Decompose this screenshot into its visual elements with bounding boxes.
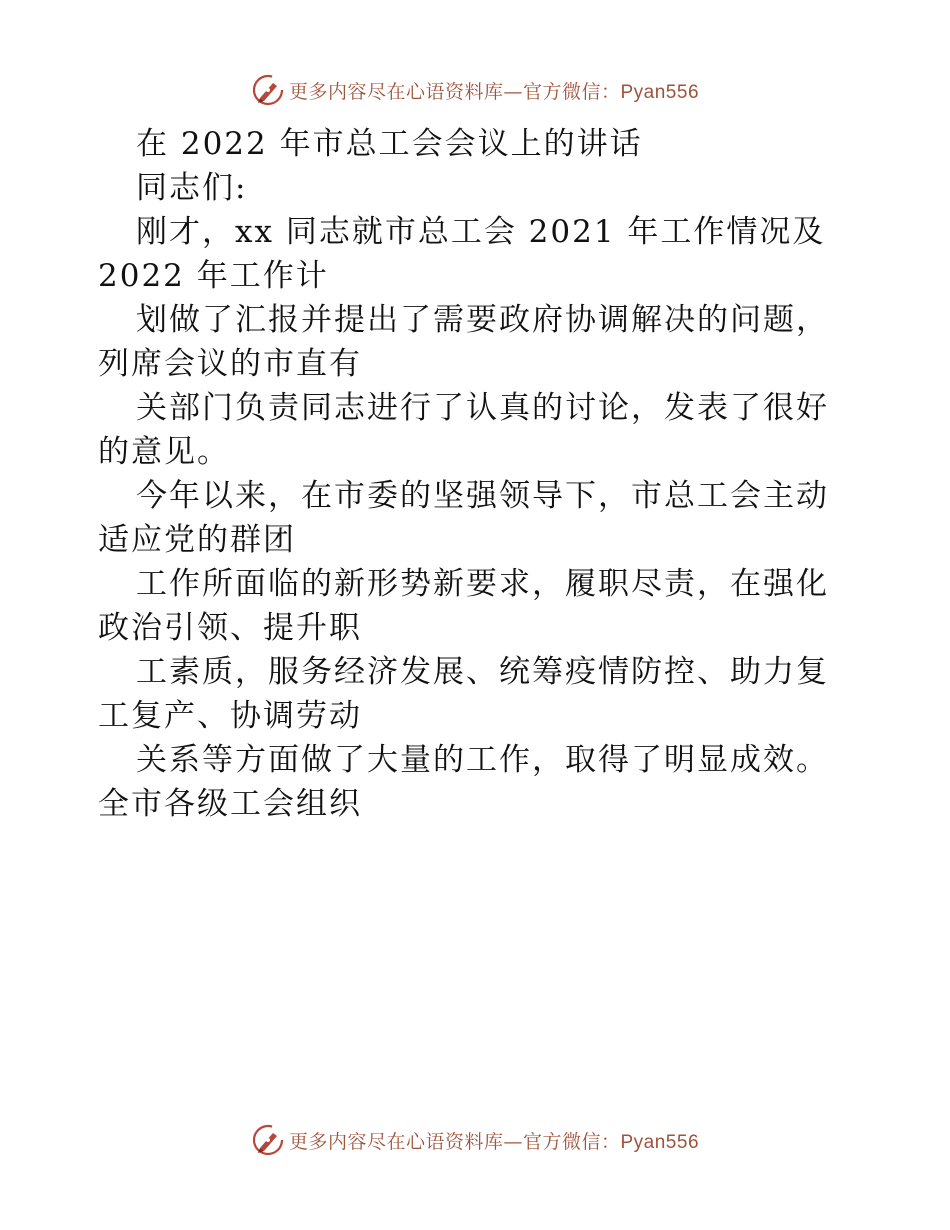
doc-line: 列席会议的市直有 bbox=[98, 346, 362, 382]
watermark-label: 官方微信： bbox=[522, 1130, 621, 1153]
doc-line: 2022 年工作计 bbox=[98, 258, 329, 294]
doc-line: 工作所面临的新形势新要求，履职尽责，在强化 bbox=[136, 566, 829, 602]
watermark-text bbox=[289, 77, 699, 104]
watermark-separator: — bbox=[503, 80, 523, 103]
doc-line: 政治引领、提升职 bbox=[98, 610, 362, 646]
watermark-account: Pyan556 bbox=[620, 81, 700, 103]
doc-line: 关部门负责同志进行了认真的讨论，发表了很好 bbox=[136, 390, 829, 426]
doc-line: 关系等方面做了大量的工作，取得了明显成效。 bbox=[136, 742, 829, 778]
header-watermark bbox=[0, 70, 950, 110]
watermark-label: 官方微信： bbox=[522, 80, 621, 103]
doc-line: 工素质，服务经济发展、统筹疫情防控、助力复 bbox=[136, 654, 829, 690]
doc-line: 工复产、协调劳动 bbox=[98, 698, 362, 734]
doc-line: 全市各级工会组织 bbox=[98, 786, 362, 822]
doc-line: 适应党的群团 bbox=[98, 522, 296, 558]
watermark-brand: 更多内容尽在心语资料库 bbox=[288, 1130, 504, 1153]
pen-logo-icon bbox=[251, 1123, 285, 1157]
doc-line: 今年以来，在市委的坚强领导下，市总工会主动 bbox=[136, 478, 829, 514]
footer-watermark bbox=[0, 1120, 950, 1160]
watermark-brand: 更多内容尽在心语资料库 bbox=[288, 80, 504, 103]
doc-line: 的意见。 bbox=[98, 434, 230, 470]
doc-line: 同志们: bbox=[136, 170, 248, 206]
doc-line: 刚才，xx 同志就市总工会 2021 年工作情况及 bbox=[136, 214, 826, 250]
watermark-account: Pyan556 bbox=[620, 1131, 700, 1153]
doc-line: 划做了汇报并提出了需要政府协调解决的问题， bbox=[136, 302, 829, 338]
watermark-text bbox=[289, 1127, 699, 1154]
pen-logo-icon bbox=[251, 73, 285, 107]
watermark-separator: — bbox=[503, 1130, 523, 1153]
doc-title: 在 2022 年市总工会会议上的讲话 bbox=[136, 126, 643, 162]
document-body bbox=[98, 122, 858, 826]
